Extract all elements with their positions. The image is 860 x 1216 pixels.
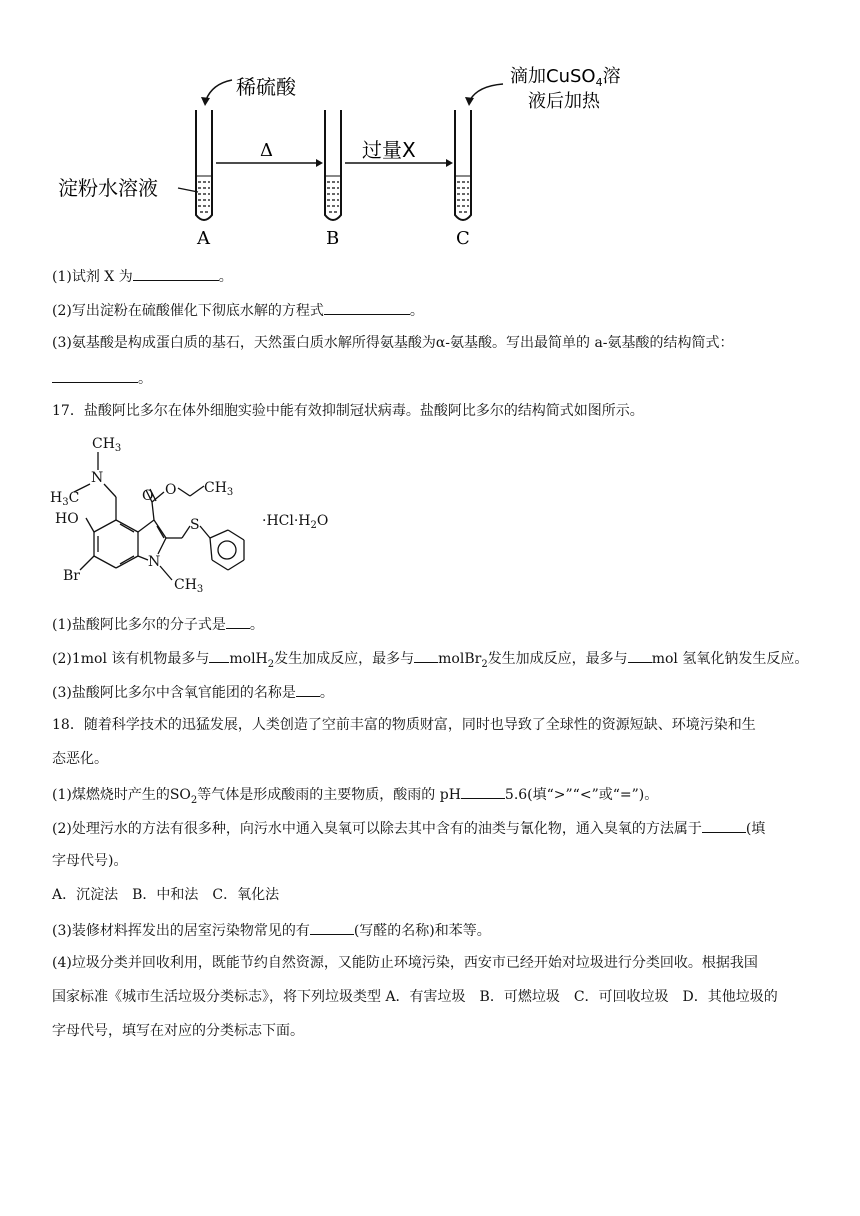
cuso4-label-line1: 滴加CuSO$_4$溶 <box>510 66 621 89</box>
q17-part2: (2)1mol 该有机物最多与 molH$_2$发生加成反应，最多与 molBr$_2$发生加成反应，最多与 mol 氢氧化钠发生反应。 <box>52 648 812 674</box>
q18-part1: (1)煤燃烧时产生的$SO_2$等气体是形成酸雨的主要物质，酸雨的 pH 5.6(填“>”“<”或“=”)。 <box>52 784 812 810</box>
starch-label: 淀粉水溶液 <box>58 176 158 200</box>
struct-o-carbonyl: O <box>142 488 154 504</box>
struct-ho: HO <box>55 511 79 527</box>
test-tube-a <box>196 110 212 220</box>
answer-blank[interactable] <box>133 266 219 281</box>
excess-x-label: 过量X <box>362 138 416 162</box>
answer-blank[interactable] <box>324 300 410 315</box>
q18-part2-cont: 字母代号)。 <box>52 853 128 869</box>
heat-label: Δ <box>260 140 273 161</box>
q18-stem-line1: 18．随着科学技术的迅猛发展，人类创造了空前丰富的物质财富，同时也导致了全球性的资源短缺、环境污染和生 <box>52 717 756 733</box>
q16-part1: (1)试剂 X 为 。 <box>52 266 812 286</box>
answer-blank[interactable] <box>461 784 505 799</box>
q17-stem: 17．盐酸阿比多尔在体外细胞实验中能有效抑制冠状病毒。盐酸阿比多尔的结构简式如图所示。 <box>52 403 644 419</box>
cuso4-curved-arrow <box>465 84 503 106</box>
q18-part4-line1: (4)垃圾分类并回收利用，既能节约自然资源，又能防止环境污染，西安市已经开始对垃圾进行分类回收。根据我国 <box>52 955 758 971</box>
struct-ch3-ester: $CH_3$ <box>204 480 234 498</box>
cuso4-label-line2: 液后加热 <box>528 91 600 112</box>
struct-ch3-n: $CH_3$ <box>174 577 204 595</box>
q17-part1: (1)盐酸阿比多尔的分子式是 。 <box>52 614 812 634</box>
answer-blank[interactable] <box>628 648 652 663</box>
struct-n-dimethyl: N <box>91 470 104 486</box>
q18-part4-line3: 字母代号，填写在对应的分类标志下面。 <box>52 1023 304 1039</box>
answer-blank[interactable] <box>296 682 320 697</box>
struct-br: Br <box>63 568 80 584</box>
answer-blank[interactable] <box>226 614 250 629</box>
q16-part3: (3)氨基酸是构成蛋白质的基石，天然蛋白质水解所得氨基酸为α-氨基酸。写出最简单的 a-氨基酸的结构简式： <box>52 335 734 351</box>
q16-part3-answer: 。 <box>52 368 812 388</box>
struct-o-ester: O <box>165 482 177 498</box>
answer-blank[interactable] <box>414 648 438 663</box>
answer-blank[interactable] <box>310 920 354 935</box>
q17-part3: (3)盐酸阿比多尔中含氧官能团的名称是 。 <box>52 682 812 702</box>
q18-part2: (2)处理污水的方法有很多种，向污水中通入臭氧可以除去其中含有的油类与氰化物，通入臭氧的方法属于 (填 <box>52 818 812 838</box>
tube-c-label: C <box>456 228 470 249</box>
q18-part3: (3)装修材料挥发出的居室污染物常见的有 (写醛的名称)和苯等。 <box>52 920 812 940</box>
q16-part2: (2)写出淀粉在硫酸催化下彻底水解的方程式 。 <box>52 300 812 320</box>
acid-label: 稀硫酸 <box>236 75 296 99</box>
acid-curved-arrow <box>201 80 232 106</box>
answer-blank[interactable] <box>702 818 746 833</box>
tube-a-label: A <box>197 228 210 249</box>
struct-n-ring: N <box>148 554 161 570</box>
struct-ch3-top: $CH_3$ <box>92 436 122 454</box>
answer-blank[interactable] <box>209 648 229 663</box>
struct-s: S <box>190 517 200 533</box>
struct-bonds <box>74 452 244 580</box>
struct-h3c: $H_3C$ <box>50 490 80 508</box>
experiment-figure <box>0 0 860 250</box>
answer-blank[interactable] <box>52 368 138 383</box>
struct-salt: $\cdot HCl\cdot H_2O$ <box>262 513 329 531</box>
tube-b-label: B <box>326 228 340 249</box>
q18-stem-line2: 态恶化。 <box>52 751 108 767</box>
q18-part4-line2: 国家标准《城市生活垃圾分类标志》，将下列垃圾类型 A．有害垃圾 B．可燃垃圾 C．可回收垃圾 D．其他垃圾的 <box>52 989 778 1005</box>
q18-options: A．沉淀法 B．中和法 C．氧化法 <box>52 887 280 903</box>
test-tube-b <box>325 110 341 220</box>
test-tube-c <box>455 110 471 220</box>
